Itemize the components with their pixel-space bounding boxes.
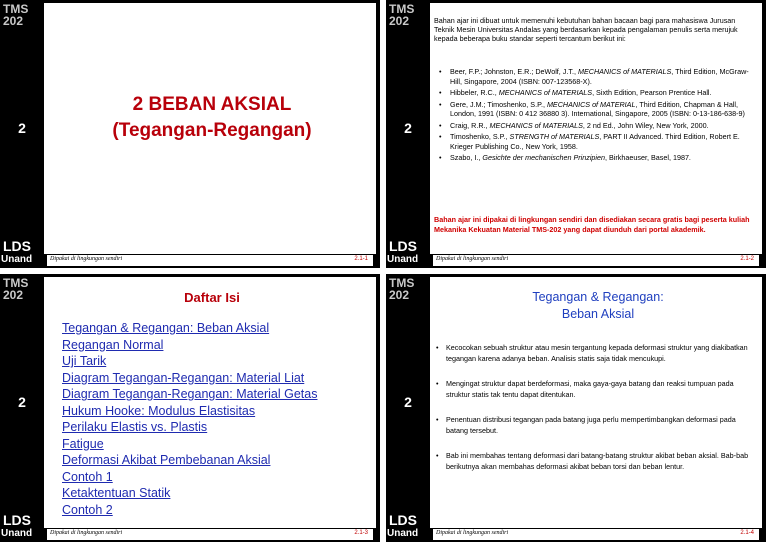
toc-link[interactable]: Contoh 2 — [62, 502, 113, 517]
lds-label: LDS — [3, 238, 31, 254]
chapter-number: 2 — [18, 120, 26, 136]
bullet-icon: • — [439, 132, 442, 141]
title-line-2: (Tegangan-Regangan) — [112, 120, 312, 141]
bullet-item: • Mengingat struktur dapat berdeformasi, maka gaya-gaya batang dan reaksi tumpuan pada struktur statis tak tentu dapat ditentukan. — [436, 379, 734, 399]
reference-list — [434, 67, 756, 165]
bullet-list — [434, 342, 756, 486]
course-label: TMS 202 — [389, 2, 415, 28]
footer-note: Dipakai di lingkungan sendiri — [436, 530, 509, 536]
chapter-number: 2 — [18, 394, 26, 410]
toc-link[interactable]: Diagram Tegangan-Regangan: Material Getas — [62, 387, 318, 401]
chapter-number: 2 — [404, 394, 412, 410]
toc-link[interactable]: Regangan Normal — [62, 337, 164, 352]
unand-label: Unand — [387, 528, 419, 539]
unand-label: Unand — [387, 254, 419, 265]
unand-label: Unand — [1, 528, 33, 539]
bullet-icon: • — [439, 88, 442, 97]
toc-link[interactable]: Diagram Tegangan-Regangan: Material Liat — [62, 370, 305, 385]
bullet-item: • Bab ini membahas tentang deformasi dari batang-batang struktur akibat beban aksial. Bab-bab berikutnya akan membahas deformasi akibat beban torsi dan beban lentur. — [436, 451, 749, 471]
footer-note: Dipakai di lingkungan sendiri — [436, 256, 509, 262]
slide-sidebar — [0, 0, 44, 268]
page-number: 2.1-2 — [740, 256, 754, 262]
right-border — [376, 274, 380, 542]
lds-label: LDS — [389, 512, 417, 528]
toc-link[interactable]: Tegangan & Regangan: Beban Aksial — [62, 321, 270, 335]
slide-2 — [386, 0, 766, 268]
bullet-icon: • — [439, 153, 442, 162]
page-number: 2.1-3 — [354, 530, 368, 536]
footer-note: Dipakai di lingkungan sendiri — [50, 256, 123, 262]
toc-link[interactable]: Contoh 1 — [62, 469, 113, 484]
unand-label: Unand — [1, 254, 33, 265]
course-label: TMS 202 — [3, 276, 29, 302]
title-line-1: 2 BEBAN AKSIAL — [132, 94, 292, 115]
bullet-icon: • — [436, 415, 439, 424]
reference-item: • Szabo, I., Gesichte der mechanischen Prinzipien, Birkhaeuser, Basel, 1987. — [439, 153, 691, 162]
title-line-1: Tegangan & Regangan: — [532, 290, 664, 304]
slide-1 — [0, 0, 380, 268]
course-label: TMS 202 — [3, 2, 29, 28]
toc-link[interactable]: Hukum Hooke: Modulus Elastisitas — [62, 403, 256, 418]
page-number: 2.1-4 — [740, 530, 754, 536]
top-border — [430, 0, 766, 3]
lds-label: LDS — [3, 512, 31, 528]
toc-link[interactable]: Ketaktentuan Statik — [62, 486, 171, 500]
slide-3 — [0, 274, 380, 542]
bullet-icon: • — [439, 99, 442, 109]
bullet-item: • Kecocokan sebuah struktur atau mesin tergantung kepada deformasi struktur yang diakibatkan tegangan karena adanya beban. Analisis statis saja tidak mencukupi. — [436, 343, 748, 363]
title-line-2: Beban Aksial — [561, 307, 635, 321]
reference-item: • Timoshenko, S.P., STRENGTH of MATERIALS, PART II Advanced. Third Edition, Robert E. Krieger Publishing Co., New York, 1958. — [439, 132, 740, 151]
toc-link[interactable]: Uji Tarik — [62, 354, 107, 368]
reference-item: • Beer, F.P.; Johnston, E.R.; DeWolf, J.T., MECHANICS of MATERIALS, Third Edition, McGraw-Hill, Singapore, 2004 (ISBN: 007-123568-X). — [439, 67, 749, 86]
top-border — [430, 274, 766, 277]
bullet-item: • Penentuan distribusi tegangan pada batang juga perlu mempertimbangkan deformasi pada batang tersebut. — [436, 415, 736, 435]
bullet-icon: • — [436, 451, 439, 460]
slide-sidebar — [386, 0, 430, 268]
usage-note: Bahan ajar ini dipakai di lingkungan sendiri dan disediakan secara gratis bagi peserta kuliah Mekanika Kekuatan Material TMS-202 yang dapat diunduh dari portal akademik. — [434, 215, 750, 234]
reference-item: • Gere, J.M.; Timoshenko, S.P., MECHANICS of MATERIAL, Third Edition, Chapman & Hall, London, 1991 (ISBN: 0 412 36880 3). International, Singapore, 2005 (ISBN: 0-13-186-638-9) — [439, 99, 745, 118]
table-of-contents — [62, 320, 317, 518]
bullet-icon: • — [436, 343, 439, 352]
toc-link[interactable]: Perilaku Elastis vs. Plastis — [62, 420, 208, 434]
toc-link[interactable]: Fatigue — [62, 436, 104, 451]
reference-item: • Hibbeler, R.C., MECHANICS of MATERIALS, Sixth Edition, Pearson Prentice Hall. — [439, 88, 712, 97]
slide-title — [434, 289, 762, 323]
slide-title: Daftar Isi — [184, 290, 240, 305]
bullet-icon: • — [439, 67, 442, 76]
right-border — [762, 274, 766, 542]
bullet-icon: • — [439, 120, 442, 130]
slide-sidebar — [386, 274, 430, 542]
course-label: TMS 202 — [389, 276, 415, 302]
page-number: 2.1-1 — [354, 256, 368, 262]
slide-sidebar — [0, 274, 44, 542]
top-border — [44, 0, 380, 3]
right-border — [376, 0, 380, 268]
top-border — [44, 274, 380, 277]
slide-title — [48, 92, 376, 144]
toc-link[interactable]: Deformasi Akibat Pembebanan Aksial — [62, 453, 271, 467]
footer-note: Dipakai di lingkungan sendiri — [50, 530, 123, 536]
chapter-number: 2 — [404, 120, 412, 136]
lds-label: LDS — [389, 238, 417, 254]
bullet-icon: • — [436, 379, 439, 388]
intro-paragraph: Bahan ajar ini dibuat untuk memenuhi kebutuhan bahan bacaan bagi para mahasiswa Jurusan Teknik Mesin Universitas Andalas yang berdasarkan kepada pengalaman penulis serta merujuk kepada beberapa buku standar seperti tercantum berikut ini: — [434, 16, 738, 44]
right-border — [762, 0, 766, 268]
reference-item: • Craig, R.R., MECHANICS of MATERIALS, 2 nd Ed., John Wiley, New York, 2000. — [439, 120, 709, 130]
slide-4 — [386, 274, 766, 542]
